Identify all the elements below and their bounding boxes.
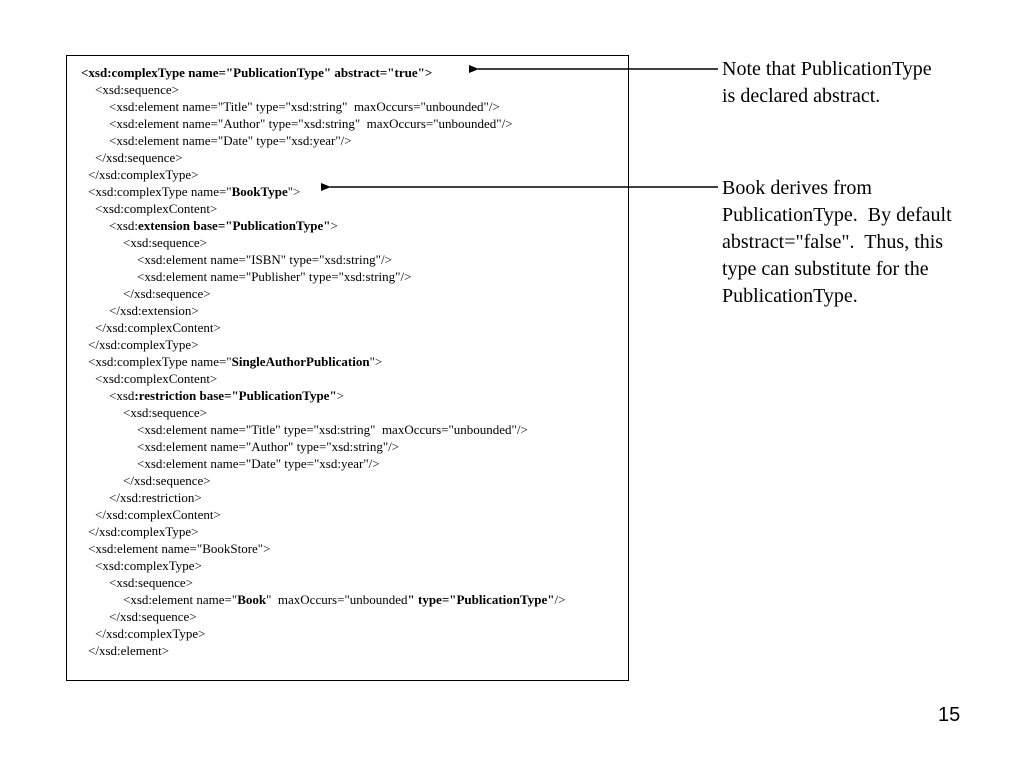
abstract-note: Note that PublicationType is declared abstract. <box>722 58 932 107</box>
code-fragment: <xsd:complexContent> <box>95 371 218 386</box>
page-number: 15 <box>938 704 961 726</box>
code-fragment: <xsd:complexType name="PublicationType" abstract="true"> <box>81 65 433 80</box>
code-fragment: <xsd:sequence> <box>123 405 207 420</box>
code-fragment: <xsd:sequence> <box>95 82 179 97</box>
code-fragment: </xsd:complexType> <box>95 626 206 641</box>
code-fragment: <xsd <box>109 388 135 403</box>
code-fragment: /> <box>554 592 566 607</box>
code-fragment: " type="PublicationType" <box>407 592 555 607</box>
code-fragment: BookType <box>231 184 288 199</box>
code-fragment: </xsd:complexType> <box>88 337 199 352</box>
code-fragment: <xsd:element name="BookStore"> <box>88 541 271 556</box>
code-fragment: <xsd:complexContent> <box>95 201 218 216</box>
code-fragment: <xsd:complexType> <box>95 558 202 573</box>
code-fragment: <xsd: <box>109 218 139 233</box>
code-fragment: <xsd:element name="Publisher" type="xsd:string"/> <box>137 269 412 284</box>
derivation-note: Book derives from PublicationType. By default abstract="false". Thus, this type can substitute for the PublicationType. <box>722 177 952 307</box>
code-fragment: </xsd:element> <box>88 643 170 658</box>
code-fragment: > <box>330 218 338 233</box>
code-fragment: </xsd:complexType> <box>88 524 199 539</box>
code-fragment: </xsd:sequence> <box>109 609 197 624</box>
code-fragment: </xsd:restriction> <box>109 490 202 505</box>
code-fragment: </xsd:sequence> <box>123 286 211 301</box>
code-fragment: </xsd:complexType> <box>88 167 199 182</box>
code-fragment: "> <box>287 184 301 199</box>
code-fragment: <xsd:complexType name=" <box>88 184 232 199</box>
code-fragment: </xsd:complexContent> <box>95 507 221 522</box>
code-fragment: <xsd:element name=" <box>123 592 238 607</box>
code-fragment: <xsd:complexType name=" <box>88 354 232 369</box>
code-fragment: <xsd:sequence> <box>109 575 193 590</box>
code-fragment: SingleAuthorPublication <box>231 354 370 369</box>
code-fragment: :restriction base="PublicationType" <box>134 388 337 403</box>
code-fragment: <xsd:element name="Date" type="xsd:year"/> <box>109 133 352 148</box>
code-fragment: " maxOccurs="unbounded <box>266 592 408 607</box>
code-fragment: <xsd:element name="Title" type="xsd:string" maxOccurs="unbounded"/> <box>137 422 528 437</box>
code-fragment: </xsd:extension> <box>109 303 199 318</box>
code-fragment: </xsd:sequence> <box>123 473 211 488</box>
code-fragment: </xsd:sequence> <box>95 150 183 165</box>
code-fragment: > <box>336 388 345 403</box>
code-fragment: "> <box>369 354 383 369</box>
code-fragment: <xsd:sequence> <box>123 235 207 250</box>
code-fragment: <xsd:element name="Author" type="xsd:string"/> <box>137 439 400 454</box>
code-fragment: <xsd:element name="Date" type="xsd:year"/> <box>137 456 380 471</box>
code-fragment: <xsd:element name="ISBN" type="xsd:string"/> <box>137 252 392 267</box>
code-fragment: <xsd:element name="Author" type="xsd:string" maxOccurs="unbounded"/> <box>109 116 513 131</box>
code-fragment: </xsd:complexContent> <box>95 320 221 335</box>
code-fragment: Book <box>237 592 267 607</box>
code-fragment: extension base="PublicationType" <box>138 218 331 233</box>
code-fragment: <xsd:element name="Title" type="xsd:string" maxOccurs="unbounded"/> <box>109 99 500 114</box>
